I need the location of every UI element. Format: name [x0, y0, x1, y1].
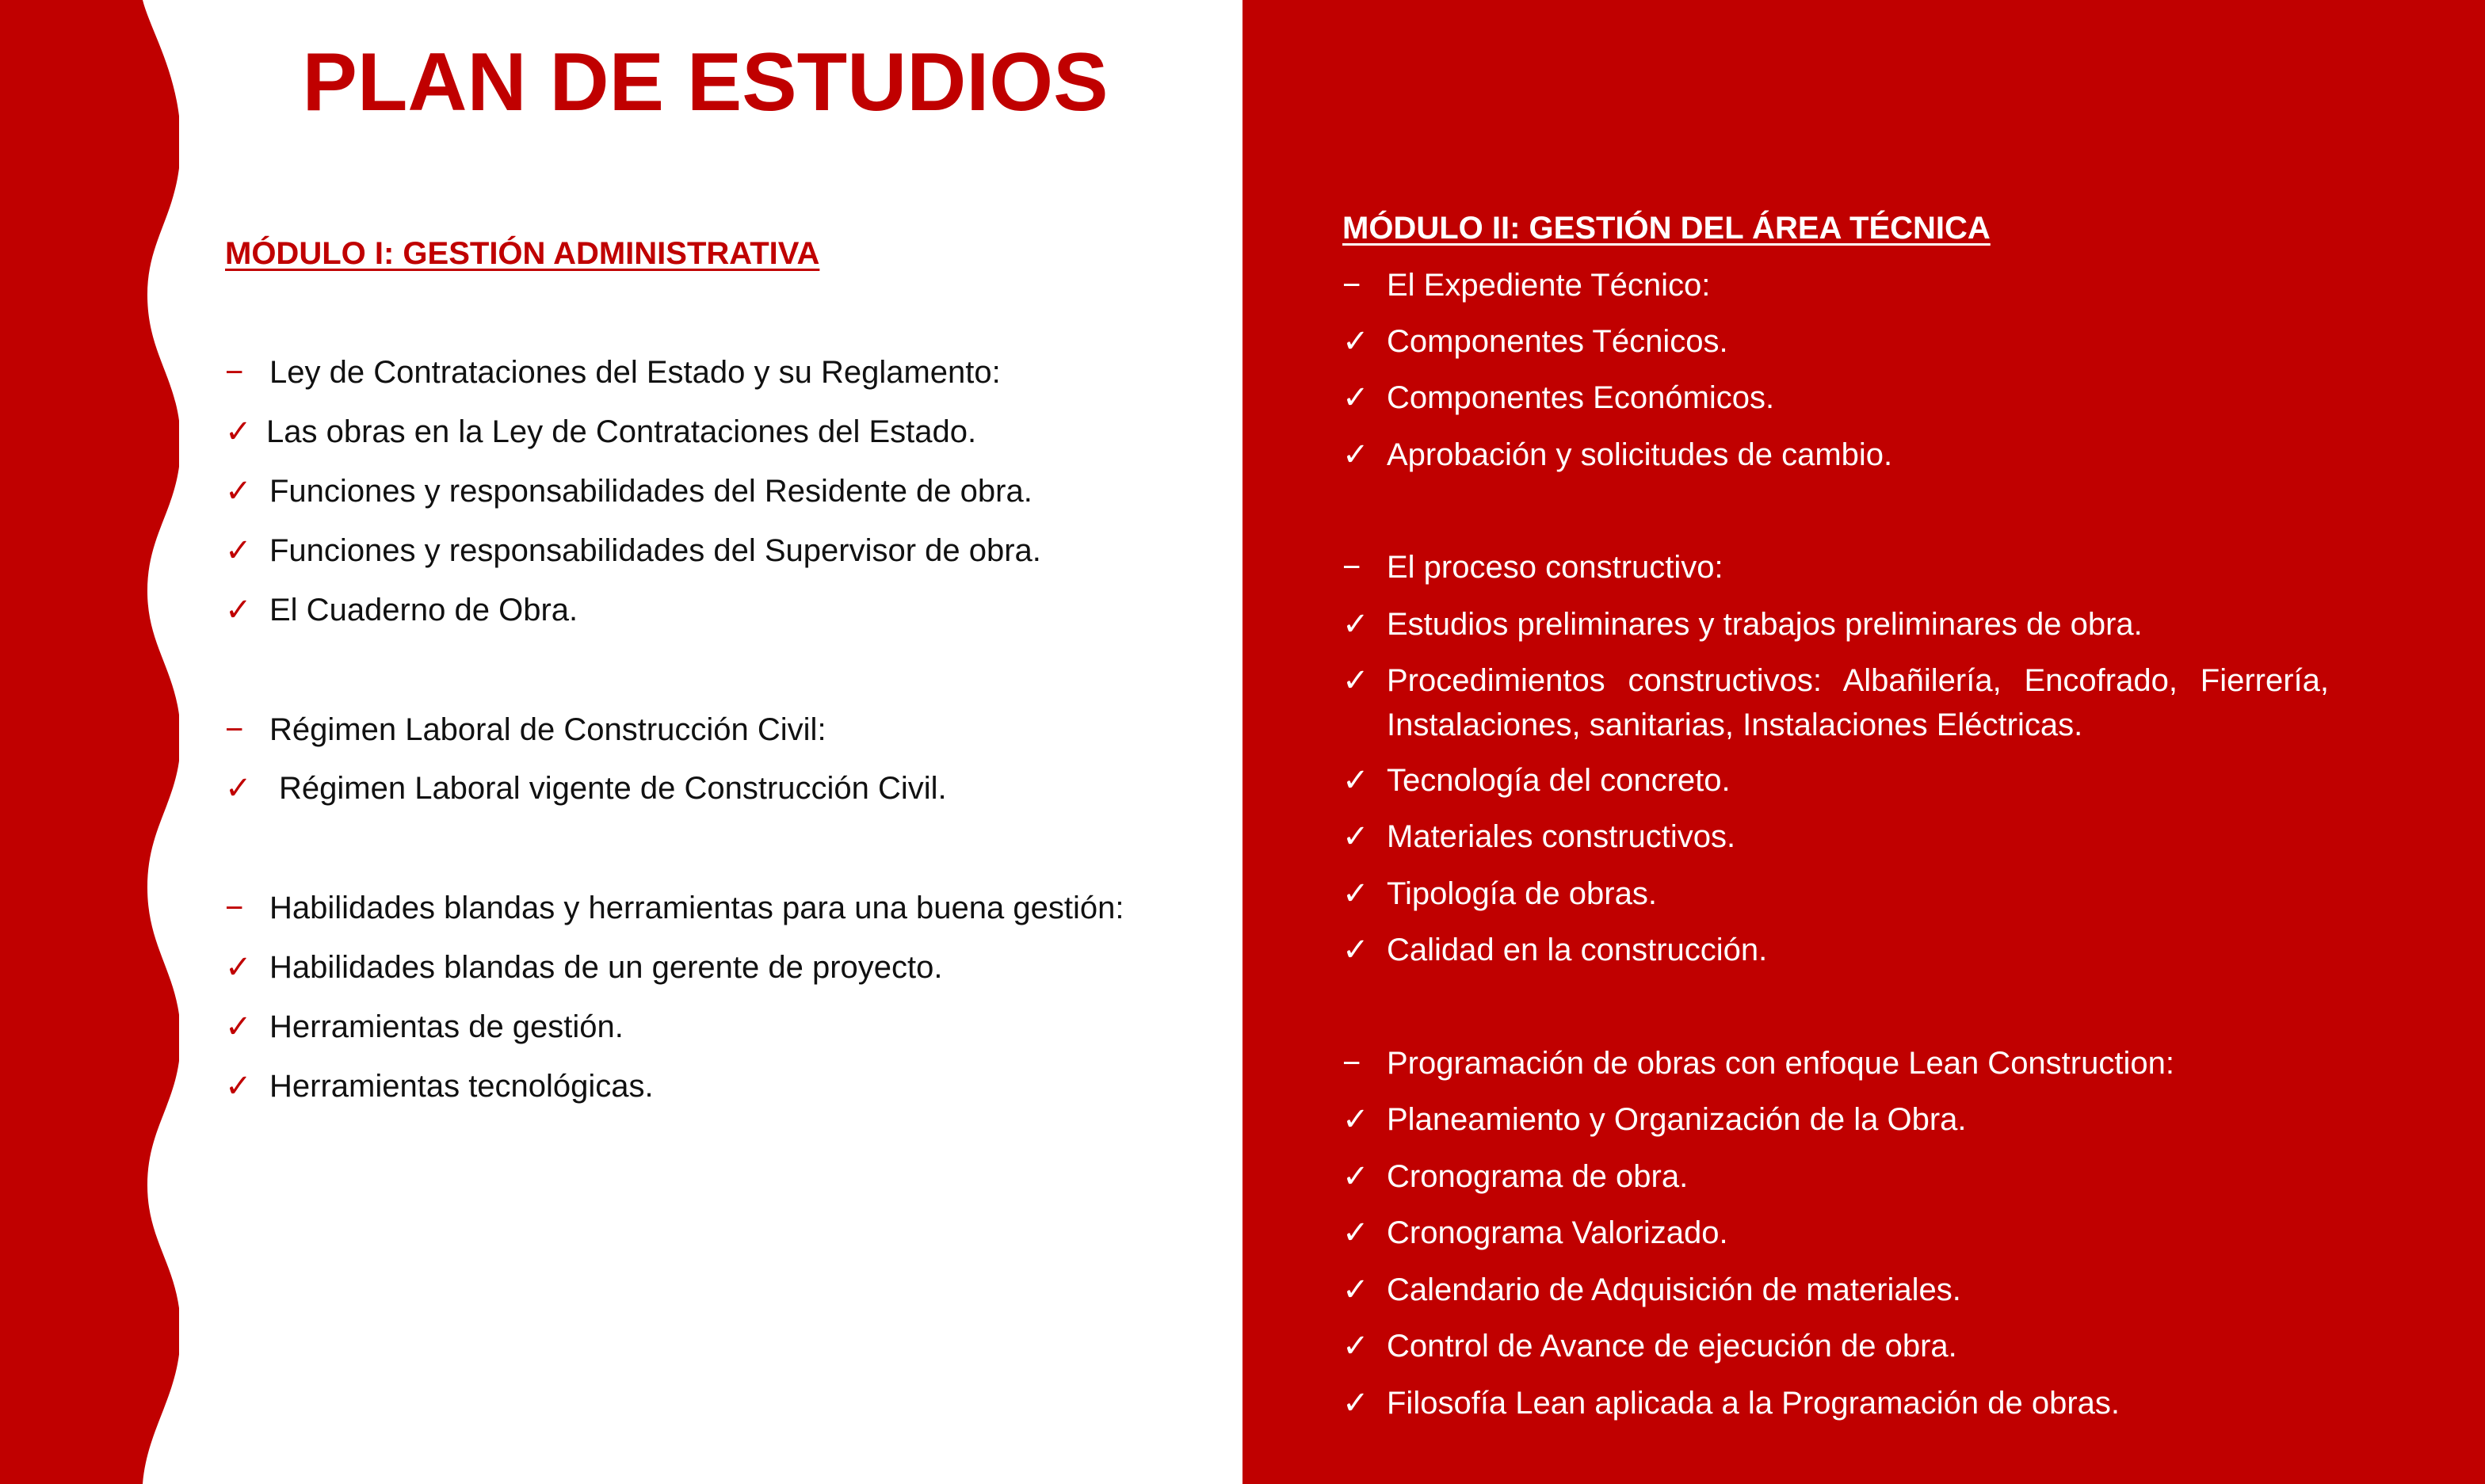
check-icon: ✓: [1342, 1386, 1369, 1421]
check-icon: ✓: [1342, 819, 1369, 854]
check-icon: ✓: [225, 950, 252, 985]
check-icon: ✓: [1342, 663, 1369, 698]
page-title: PLAN DE ESTUDIOS: [302, 36, 1109, 128]
check-icon: ✓: [1342, 1329, 1369, 1364]
check-icon: ✓: [225, 1009, 252, 1044]
check-icon: ✓: [1342, 1102, 1369, 1137]
check-icon: ✓: [1342, 1272, 1369, 1307]
check-icon: ✓: [225, 474, 252, 509]
check-icon: ✓: [225, 414, 252, 449]
dash-icon: −: [1342, 268, 1361, 303]
dash-icon: −: [1342, 550, 1361, 585]
module-1-title: MÓDULO I: GESTIÓN ADMINISTRATIVA: [225, 236, 820, 271]
wavy-edge-decoration: [0, 0, 206, 1484]
check-icon: ✓: [1342, 933, 1369, 967]
dash-icon: −: [225, 355, 244, 390]
check-icon: ✓: [1342, 437, 1369, 472]
check-icon: ✓: [1342, 607, 1369, 642]
check-icon: ✓: [1342, 763, 1369, 798]
check-icon: ✓: [225, 1069, 252, 1104]
check-icon: ✓: [1342, 876, 1369, 911]
check-icon: ✓: [1342, 324, 1369, 359]
dash-icon: −: [225, 891, 244, 925]
check-icon: ✓: [225, 771, 252, 806]
check-icon: ✓: [225, 593, 252, 628]
dash-icon: −: [225, 712, 244, 747]
module-2-title: MÓDULO II: GESTIÓN DEL ÁREA TÉCNICA: [1342, 211, 1991, 246]
dash-icon: −: [1342, 1046, 1361, 1081]
check-icon: ✓: [225, 533, 252, 568]
check-icon: ✓: [1342, 1159, 1369, 1194]
check-icon: ✓: [1342, 380, 1369, 415]
check-icon: ✓: [1342, 1215, 1369, 1250]
